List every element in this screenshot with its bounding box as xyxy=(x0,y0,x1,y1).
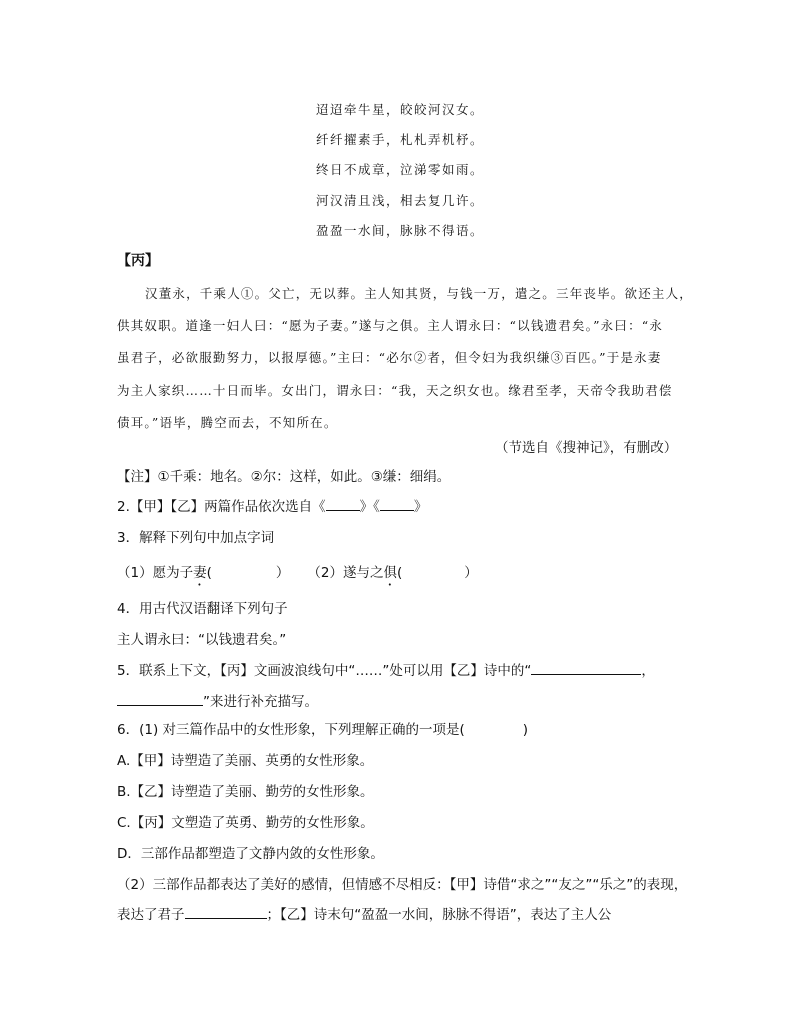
bing-text-line: 债耳。”语毕，腾空而去，不知所在。 xyxy=(117,415,338,430)
question-3-items xyxy=(117,561,478,589)
section-heading-bing: 【丙】 xyxy=(117,253,159,269)
question-4: 4．用古代汉语翻译下列句子 xyxy=(117,601,288,617)
source-citation: （节选自《搜神记》，有删改） xyxy=(495,440,678,456)
bing-text-line: 汉董永，千乘人①。父亡，无以葬。主人知其贤，与钱一万，遣之。三年丧毕。欲还主人， xyxy=(145,286,694,301)
question-3: 3．解释下列句中加点字词 xyxy=(117,530,275,546)
option-c[interactable]: C.【丙】文塑造了英勇、勤劳的女性形象。 xyxy=(117,815,374,831)
q3-item1-dotted-char: 妻 xyxy=(193,565,207,581)
q3-item2-dotted-char: 俱 xyxy=(383,565,397,581)
poem-line: 迢迢牵牛星，皎皎河汉女。 xyxy=(316,102,485,117)
answer-blank[interactable] xyxy=(380,496,414,511)
question-4-sentence: 主人谓永曰：“以钱遗君矣。” xyxy=(117,632,287,648)
q3-item2-close: ） xyxy=(464,565,478,581)
option-d[interactable]: D．三部作品都塑造了文静内敛的女性形象。 xyxy=(117,846,384,862)
poem-line: 终日不成章，泣涕零如雨。 xyxy=(316,162,485,177)
question-6-text: 6．(1) 对三篇作品中的女性形象，下列理解正确的一项是( xyxy=(117,722,465,738)
q3-item1-open: ( xyxy=(206,565,212,581)
question-2 xyxy=(117,495,427,515)
answer-blank[interactable] xyxy=(326,496,360,511)
question-6-part2: （2）三部作品都表达了美好的感情，但情感不尽相反：【甲】诗借“求之”“友之”“乐之”的表现， xyxy=(117,877,688,893)
question-2-text: 2.【甲】【乙】两篇作品依次选自《 xyxy=(117,499,326,515)
annotation-note: 【注】①千乘：地名。②尔：这样，如此。③缣：细绢。 xyxy=(117,469,451,485)
answer-blank[interactable] xyxy=(117,691,203,706)
bing-text-line: 为主人家织……十日而毕。女出门，谓永曰：“我，天之织女也。缘君至孝，天帝令我助君偿 xyxy=(117,383,673,398)
question-5-end: ”来进行补充描写。 xyxy=(203,694,318,710)
question-6-part2-line2 xyxy=(117,903,611,923)
option-a[interactable]: A.【甲】诗塑造了美丽、英勇的女性形象。 xyxy=(117,753,374,769)
answer-blank[interactable] xyxy=(185,904,267,919)
q3-item2-open: ( xyxy=(396,565,403,581)
question-2-mid: 》《 xyxy=(359,499,380,515)
q3-item2-text: （2）遂与之 xyxy=(307,565,384,581)
question-2-end: 》 xyxy=(413,499,428,515)
poem-line: 纤纤擢素手，札札弄机杼。 xyxy=(316,132,485,147)
answer-blank[interactable] xyxy=(531,660,641,675)
bing-text-line: 虽君子，必欲服勤努力，以报厚德。”主曰：“必尔②者，但令妇为我织缣③百匹。”于是永妻 xyxy=(117,350,662,365)
option-b[interactable]: B.【乙】诗塑造了美丽、勤劳的女性形象。 xyxy=(117,784,374,800)
question-5 xyxy=(117,659,655,679)
poem-line: 盈盈一水间，脉脉不得语。 xyxy=(316,223,485,238)
poem-line: 河汉清且浅，相去复几许。 xyxy=(316,193,485,208)
question-5-line2 xyxy=(117,690,318,710)
part2-text-pre: 表达了君子 xyxy=(117,907,185,923)
question-6 xyxy=(117,718,528,738)
question-5-text: 5．联系上下文，【丙】文画波浪线句中“……”处可以用【乙】诗中的“ xyxy=(117,663,532,679)
question-5-comma: ， xyxy=(641,663,655,679)
bing-text-line: 供其奴职。道逢一妇人曰：“愿为子妻。”遂与之俱。主人谓永曰：“以钱遗君矣。”永曰：“永 xyxy=(117,318,664,333)
q3-item1-close: ） xyxy=(275,565,290,581)
part2-text-mid: ；【乙】诗末句“盈盈一水间，脉脉不得语”，表达了主人公 xyxy=(266,907,612,923)
question-6-close: ) xyxy=(522,722,529,738)
q3-item1-text: （1）愿为子 xyxy=(117,565,194,581)
